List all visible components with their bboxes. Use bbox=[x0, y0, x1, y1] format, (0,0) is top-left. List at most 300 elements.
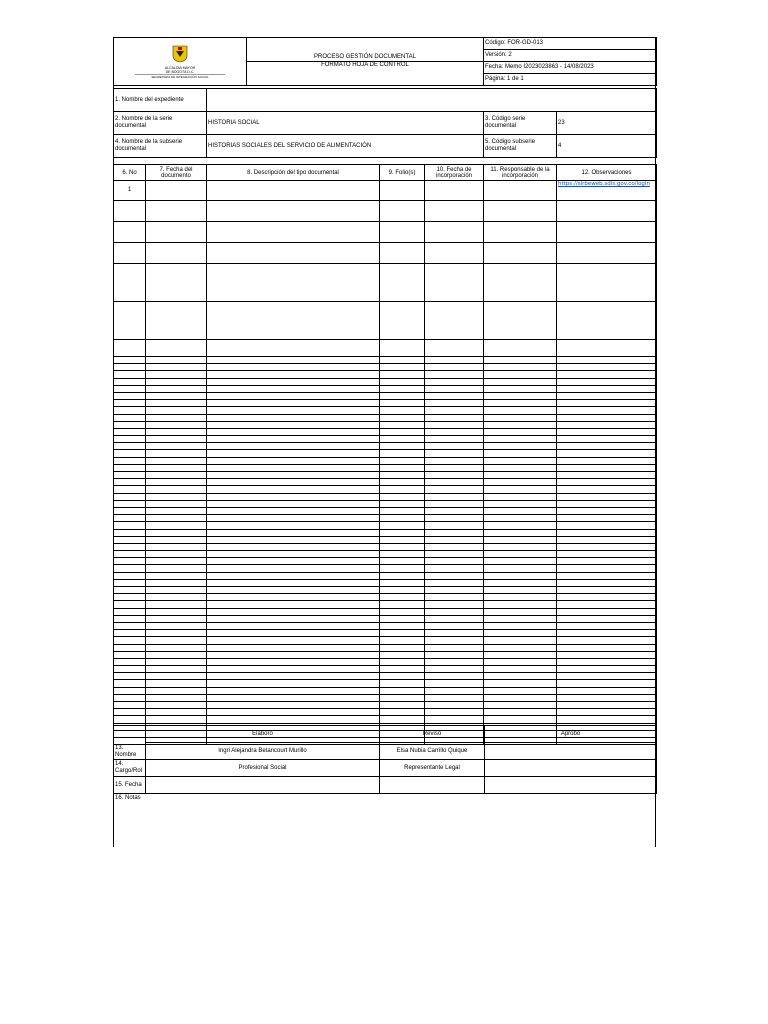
table-row bbox=[114, 340, 657, 357]
cell bbox=[557, 702, 657, 709]
cell bbox=[380, 558, 425, 565]
cell bbox=[425, 709, 484, 716]
cell bbox=[484, 414, 557, 421]
cell bbox=[146, 572, 207, 579]
cell bbox=[146, 201, 207, 222]
cell bbox=[114, 264, 146, 302]
elaboro-fecha bbox=[146, 777, 380, 794]
cell bbox=[425, 594, 484, 601]
cell bbox=[425, 181, 484, 201]
cell bbox=[146, 637, 207, 644]
cell bbox=[557, 587, 657, 594]
cell bbox=[207, 472, 380, 479]
cell bbox=[484, 385, 557, 392]
logo-text-2: DE BOGOTÁ D.C. bbox=[165, 69, 195, 74]
cell bbox=[114, 457, 146, 464]
cell bbox=[207, 565, 380, 572]
cell bbox=[557, 680, 657, 687]
cod-serie-value: 23 bbox=[557, 112, 657, 135]
cell bbox=[207, 464, 380, 471]
cell bbox=[146, 364, 207, 371]
cell bbox=[557, 222, 657, 243]
cell bbox=[207, 536, 380, 543]
cell bbox=[557, 651, 657, 658]
cell bbox=[207, 709, 380, 716]
cell bbox=[484, 673, 557, 680]
table-row bbox=[114, 630, 657, 637]
cell bbox=[484, 457, 557, 464]
cell bbox=[114, 651, 146, 658]
cell bbox=[207, 450, 380, 457]
cell bbox=[207, 436, 380, 443]
table-row bbox=[114, 515, 657, 522]
cell bbox=[380, 572, 425, 579]
col-header-responsable: 11. Responsable de la incorporación bbox=[484, 165, 557, 181]
cell bbox=[114, 551, 146, 558]
cell bbox=[484, 243, 557, 264]
table-row bbox=[114, 486, 657, 493]
cell bbox=[425, 587, 484, 594]
cell bbox=[207, 687, 380, 694]
table-row bbox=[114, 687, 657, 694]
cell bbox=[484, 644, 557, 651]
cell bbox=[114, 658, 146, 665]
cell bbox=[557, 543, 657, 550]
cell bbox=[380, 579, 425, 586]
cell bbox=[207, 400, 380, 407]
cell bbox=[484, 572, 557, 579]
cell bbox=[484, 716, 557, 723]
table-row bbox=[114, 450, 657, 457]
table-row bbox=[114, 443, 657, 450]
cell bbox=[114, 392, 146, 399]
cell bbox=[114, 630, 146, 637]
cell bbox=[425, 472, 484, 479]
cell bbox=[380, 587, 425, 594]
cell bbox=[557, 302, 657, 340]
cell bbox=[425, 694, 484, 701]
cell bbox=[380, 443, 425, 450]
cell bbox=[207, 500, 380, 507]
cell bbox=[425, 658, 484, 665]
cell bbox=[557, 694, 657, 701]
cell bbox=[114, 414, 146, 421]
cell bbox=[146, 407, 207, 414]
cell bbox=[425, 421, 484, 428]
cell bbox=[207, 694, 380, 701]
row-no: 1 bbox=[114, 181, 146, 201]
cell bbox=[380, 716, 425, 723]
cell bbox=[484, 181, 557, 201]
cell bbox=[380, 486, 425, 493]
cell bbox=[380, 608, 425, 615]
table-row bbox=[114, 493, 657, 500]
cell bbox=[557, 644, 657, 651]
cell bbox=[146, 608, 207, 615]
table-row bbox=[114, 543, 657, 550]
table-row bbox=[114, 579, 657, 586]
cell bbox=[146, 558, 207, 565]
table-row bbox=[114, 479, 657, 486]
cell bbox=[557, 264, 657, 302]
cell bbox=[425, 515, 484, 522]
cell bbox=[207, 630, 380, 637]
cell bbox=[146, 414, 207, 421]
cell bbox=[207, 428, 380, 435]
cell bbox=[425, 493, 484, 500]
cell bbox=[207, 414, 380, 421]
cell bbox=[425, 486, 484, 493]
cell bbox=[557, 243, 657, 264]
cell bbox=[207, 587, 380, 594]
reviso-label: Revisó bbox=[380, 726, 485, 743]
cell bbox=[114, 400, 146, 407]
table-row bbox=[114, 371, 657, 378]
cell bbox=[114, 443, 146, 450]
cell bbox=[425, 543, 484, 550]
cell bbox=[484, 579, 557, 586]
elaboro-label: Elaboró bbox=[146, 726, 380, 743]
cell bbox=[207, 680, 380, 687]
table-row bbox=[114, 421, 657, 428]
cell bbox=[114, 558, 146, 565]
cell bbox=[207, 486, 380, 493]
cell bbox=[484, 594, 557, 601]
cell bbox=[207, 673, 380, 680]
cell bbox=[114, 450, 146, 457]
cell bbox=[207, 666, 380, 673]
cell bbox=[146, 378, 207, 385]
cell bbox=[207, 515, 380, 522]
cell bbox=[557, 414, 657, 421]
table-row bbox=[114, 673, 657, 680]
cell bbox=[425, 637, 484, 644]
cell bbox=[114, 687, 146, 694]
cell bbox=[114, 587, 146, 594]
cell bbox=[207, 572, 380, 579]
cell bbox=[114, 486, 146, 493]
cell bbox=[207, 637, 380, 644]
cell bbox=[380, 529, 425, 536]
table-row bbox=[114, 529, 657, 536]
cell bbox=[425, 371, 484, 378]
cell bbox=[557, 709, 657, 716]
cell bbox=[146, 493, 207, 500]
cell bbox=[557, 493, 657, 500]
cell bbox=[114, 694, 146, 701]
cell bbox=[484, 400, 557, 407]
table-row bbox=[114, 436, 657, 443]
cell bbox=[207, 222, 380, 243]
cell bbox=[484, 472, 557, 479]
cell bbox=[380, 644, 425, 651]
cell bbox=[557, 400, 657, 407]
cell bbox=[484, 392, 557, 399]
cell bbox=[207, 364, 380, 371]
cell bbox=[380, 630, 425, 637]
table-row bbox=[114, 522, 657, 529]
cell bbox=[207, 264, 380, 302]
aprobo-label: Aprobó bbox=[485, 726, 657, 743]
code-text: Código: FOR-GD-013 bbox=[484, 38, 657, 50]
subserie-label: 4. Nombre de la subserie documental bbox=[114, 135, 207, 158]
cell bbox=[146, 673, 207, 680]
cell bbox=[114, 529, 146, 536]
cell bbox=[146, 302, 207, 340]
cell bbox=[484, 357, 557, 364]
cell bbox=[207, 407, 380, 414]
table-row bbox=[114, 464, 657, 471]
table-row bbox=[114, 694, 657, 701]
cell bbox=[207, 529, 380, 536]
cell bbox=[114, 680, 146, 687]
fecha-label: 15. Fecha bbox=[114, 777, 146, 794]
cell bbox=[425, 651, 484, 658]
cell bbox=[207, 651, 380, 658]
col-header-fecha: 7. Fecha del documento bbox=[146, 165, 207, 181]
notes-section bbox=[113, 795, 656, 847]
cell bbox=[484, 551, 557, 558]
cell bbox=[425, 450, 484, 457]
reviso-cargo: Representante Legal bbox=[380, 760, 485, 777]
cell bbox=[114, 702, 146, 709]
cell bbox=[146, 486, 207, 493]
table-row bbox=[114, 264, 657, 302]
cell bbox=[146, 622, 207, 629]
cell bbox=[114, 302, 146, 340]
cell bbox=[207, 608, 380, 615]
col-header-fecha-incorporacion: 10. Fecha de incorporación bbox=[425, 165, 484, 181]
cell bbox=[380, 493, 425, 500]
cell bbox=[557, 436, 657, 443]
cell bbox=[425, 222, 484, 243]
cell bbox=[207, 579, 380, 586]
cell bbox=[146, 450, 207, 457]
cell bbox=[484, 436, 557, 443]
cell bbox=[380, 687, 425, 694]
cell bbox=[380, 436, 425, 443]
cell bbox=[114, 522, 146, 529]
cell bbox=[114, 407, 146, 414]
cell bbox=[146, 181, 207, 201]
cell bbox=[207, 378, 380, 385]
table-row bbox=[114, 572, 657, 579]
cell bbox=[425, 680, 484, 687]
cell bbox=[425, 457, 484, 464]
cell bbox=[484, 493, 557, 500]
cell bbox=[114, 644, 146, 651]
table-row bbox=[114, 243, 657, 264]
table-row bbox=[114, 551, 657, 558]
cell bbox=[114, 500, 146, 507]
cell bbox=[380, 364, 425, 371]
cell bbox=[557, 522, 657, 529]
cell bbox=[114, 615, 146, 622]
table-row bbox=[114, 644, 657, 651]
cell bbox=[557, 392, 657, 399]
cell bbox=[425, 572, 484, 579]
cell bbox=[425, 407, 484, 414]
cell bbox=[557, 622, 657, 629]
version-text: Versión: 2 bbox=[484, 50, 657, 62]
table-row bbox=[114, 601, 657, 608]
cell bbox=[380, 428, 425, 435]
cell bbox=[114, 340, 146, 357]
cell bbox=[380, 622, 425, 629]
cell bbox=[484, 500, 557, 507]
cell bbox=[484, 651, 557, 658]
cell bbox=[114, 572, 146, 579]
cell bbox=[146, 371, 207, 378]
cell bbox=[557, 407, 657, 414]
cell bbox=[557, 551, 657, 558]
cell bbox=[484, 450, 557, 457]
col-header-descripcion: 8. Descripción del tipo documental bbox=[207, 165, 380, 181]
process-title: PROCESO GESTIÓN DOCUMENTAL bbox=[247, 38, 484, 62]
table-row bbox=[114, 357, 657, 364]
cell bbox=[425, 579, 484, 586]
cod-serie-label: 3. Código serie documental bbox=[484, 112, 557, 135]
cell bbox=[557, 572, 657, 579]
cell bbox=[114, 436, 146, 443]
cell bbox=[425, 436, 484, 443]
cell bbox=[425, 673, 484, 680]
cell bbox=[207, 385, 380, 392]
cell bbox=[114, 637, 146, 644]
cell bbox=[114, 464, 146, 471]
cell bbox=[557, 486, 657, 493]
cell bbox=[557, 357, 657, 364]
cell bbox=[484, 507, 557, 514]
cell bbox=[557, 450, 657, 457]
table-row bbox=[114, 716, 657, 723]
serie-label: 2. Nombre de la serie documental bbox=[114, 112, 207, 135]
cell bbox=[484, 658, 557, 665]
cell bbox=[380, 378, 425, 385]
aprobo-cargo bbox=[485, 760, 657, 777]
cell bbox=[146, 702, 207, 709]
cell bbox=[146, 687, 207, 694]
table-row bbox=[114, 608, 657, 615]
cell bbox=[557, 579, 657, 586]
cell bbox=[484, 637, 557, 644]
cell bbox=[484, 222, 557, 243]
cell bbox=[146, 357, 207, 364]
cell bbox=[557, 472, 657, 479]
cell bbox=[114, 543, 146, 550]
cell bbox=[484, 421, 557, 428]
cell bbox=[146, 694, 207, 701]
cell bbox=[380, 637, 425, 644]
logo-cell bbox=[114, 38, 247, 86]
logo-text-3: SECRETARÍA DE INTEGRACIÓN SOCIAL bbox=[135, 74, 225, 79]
cell bbox=[380, 472, 425, 479]
bogota-shield-icon bbox=[169, 45, 191, 63]
cell bbox=[484, 515, 557, 522]
cell bbox=[484, 680, 557, 687]
cell bbox=[380, 500, 425, 507]
file-metadata bbox=[113, 88, 657, 158]
cell bbox=[557, 673, 657, 680]
cell bbox=[557, 443, 657, 450]
cell bbox=[484, 694, 557, 701]
cell bbox=[380, 392, 425, 399]
table-row bbox=[114, 400, 657, 407]
control-table bbox=[113, 164, 657, 745]
cell bbox=[557, 608, 657, 615]
cell bbox=[380, 450, 425, 457]
cell bbox=[380, 407, 425, 414]
cell bbox=[557, 385, 657, 392]
cell bbox=[425, 630, 484, 637]
cell bbox=[146, 464, 207, 471]
cell bbox=[484, 558, 557, 565]
cell bbox=[114, 709, 146, 716]
cell bbox=[425, 522, 484, 529]
col-header-no: 6. No bbox=[114, 165, 146, 181]
cell bbox=[146, 436, 207, 443]
cell bbox=[207, 479, 380, 486]
table-row bbox=[114, 615, 657, 622]
cell bbox=[484, 201, 557, 222]
cell bbox=[114, 371, 146, 378]
cell bbox=[380, 457, 425, 464]
cod-subserie-label: 5. Código subserie documental bbox=[484, 135, 557, 158]
cell bbox=[207, 702, 380, 709]
document-header bbox=[113, 37, 657, 86]
cell bbox=[380, 302, 425, 340]
table-row bbox=[114, 658, 657, 665]
cell bbox=[380, 340, 425, 357]
aprobo-fecha bbox=[485, 777, 657, 794]
cell bbox=[484, 407, 557, 414]
sirbe-login-link[interactable]: https://sirbeweb.sdis.gov.co/login bbox=[558, 181, 650, 187]
cell bbox=[484, 371, 557, 378]
table-row bbox=[114, 680, 657, 687]
cell bbox=[425, 340, 484, 357]
cell bbox=[380, 536, 425, 543]
cell bbox=[146, 457, 207, 464]
cell bbox=[425, 529, 484, 536]
cell bbox=[380, 371, 425, 378]
cell bbox=[114, 716, 146, 723]
cell bbox=[114, 579, 146, 586]
cell bbox=[146, 392, 207, 399]
cell bbox=[557, 428, 657, 435]
cell bbox=[146, 651, 207, 658]
cell bbox=[557, 364, 657, 371]
notes-label: 16. Notas bbox=[115, 795, 141, 801]
cell bbox=[425, 565, 484, 572]
cell bbox=[380, 479, 425, 486]
cell bbox=[484, 709, 557, 716]
cell bbox=[114, 507, 146, 514]
cell bbox=[425, 392, 484, 399]
cell bbox=[484, 565, 557, 572]
cell bbox=[380, 565, 425, 572]
table-row bbox=[114, 407, 657, 414]
cell bbox=[114, 378, 146, 385]
cell bbox=[146, 500, 207, 507]
cell bbox=[146, 587, 207, 594]
cell bbox=[207, 601, 380, 608]
cell bbox=[146, 716, 207, 723]
cell bbox=[207, 201, 380, 222]
cell bbox=[146, 615, 207, 622]
cell bbox=[114, 385, 146, 392]
table-row bbox=[114, 651, 657, 658]
cell bbox=[425, 507, 484, 514]
